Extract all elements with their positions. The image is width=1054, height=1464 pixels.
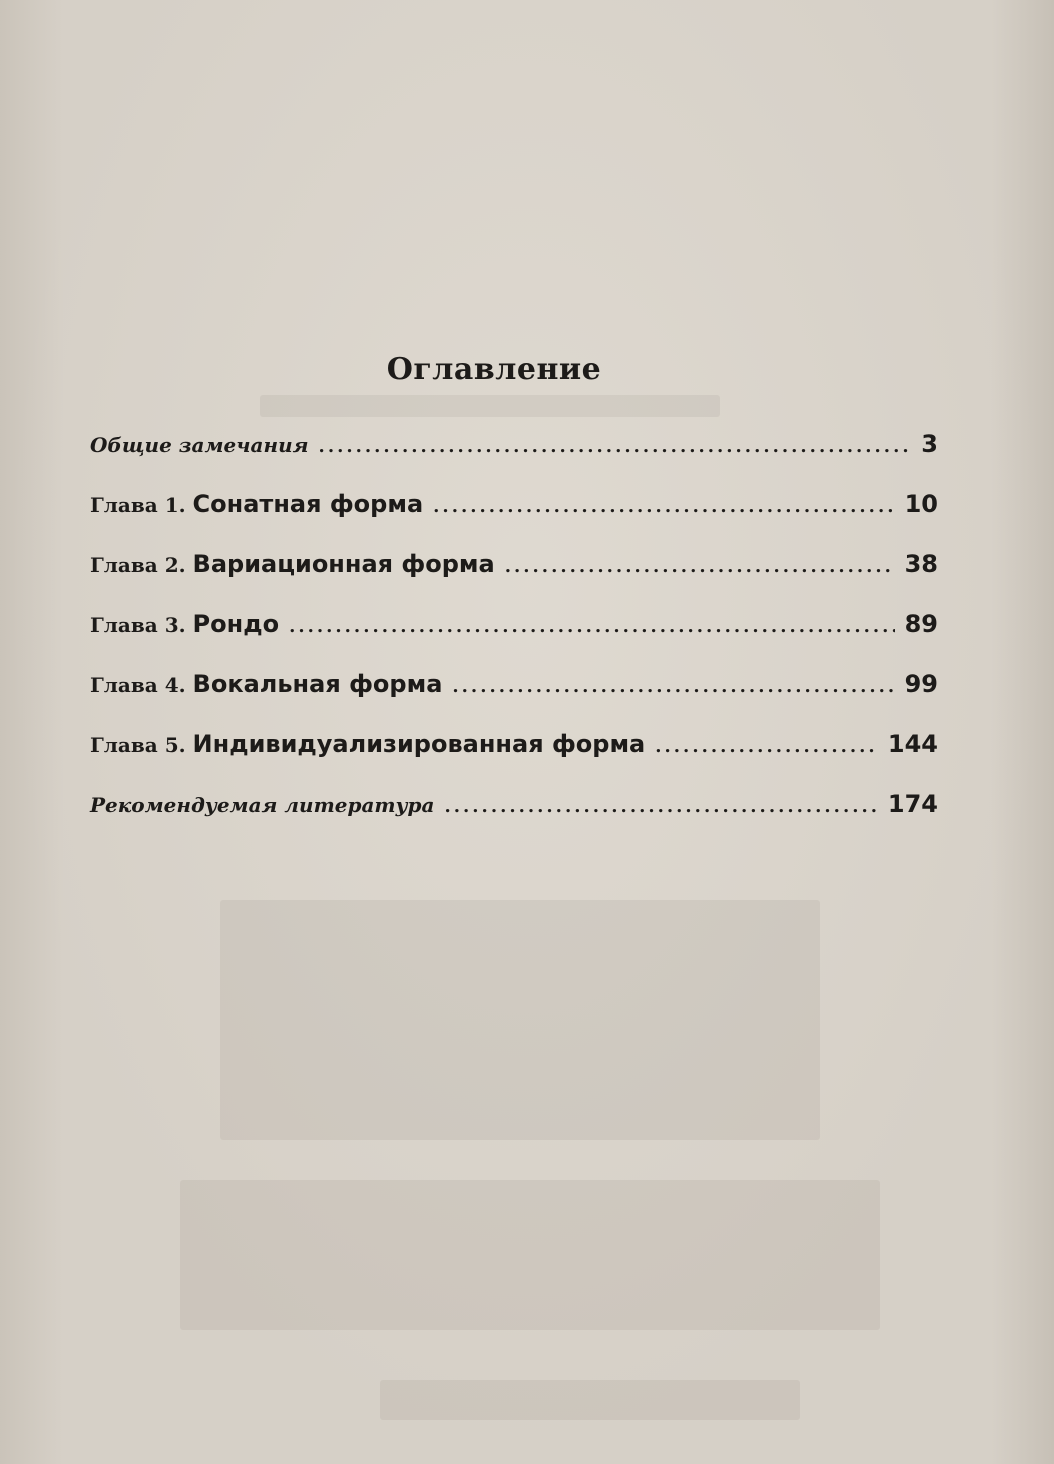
toc-leader-dots [433,496,894,517]
show-through-block [220,900,820,1140]
toc-entry-page: 38 [904,550,938,578]
toc-entry-label: Рекомендуемая литература [90,793,435,817]
toc-leader-dots [452,676,894,697]
toc-leader-dots [655,736,878,757]
toc-entry-label: Рондо [192,610,280,638]
toc-entry-label: Индивидуализированная форма [192,730,646,758]
show-through-block [260,395,720,417]
toc-entry-label: Вариационная форма [192,550,495,578]
toc-entry-chapter-3[interactable] [90,610,938,670]
toc-leader-dots [505,556,895,577]
toc-entry-page: 3 [921,430,938,458]
toc-entry-page: 174 [887,790,938,818]
show-through-block [380,1380,800,1420]
toc-entry-prefix: Глава 3. [90,613,193,637]
toc-leader-dots [289,616,895,637]
toc-entry-chapter-4[interactable] [90,670,938,730]
toc-entry-prefix: Глава 2. [90,553,193,577]
toc-entry-prefix: Глава 5. [90,733,193,757]
toc-entry-page: 89 [904,610,938,638]
toc-entry-chapter-2[interactable] [90,550,938,610]
table-of-contents [90,430,938,850]
toc-entry-recommended-literature[interactable] [90,790,938,850]
toc-entry-label: Сонатная форма [192,490,424,518]
toc-entry-page: 99 [904,670,938,698]
toc-entry-chapter-1[interactable] [90,490,938,550]
toc-entry-general-remarks[interactable] [90,430,938,490]
toc-entry-chapter-5[interactable] [90,730,938,790]
toc-entry-label: Вокальная форма [192,670,443,698]
toc-entry-page: 10 [904,490,938,518]
toc-leader-dots [319,436,912,457]
show-through-block [180,1180,880,1330]
toc-entry-label: Общие замечания [90,433,309,457]
toc-entry-prefix: Глава 1. [90,493,193,517]
toc-entry-prefix: Глава 4. [90,673,193,697]
toc-entry-page: 144 [887,730,938,758]
page-title: Оглавление [386,352,602,388]
toc-leader-dots [444,796,877,817]
